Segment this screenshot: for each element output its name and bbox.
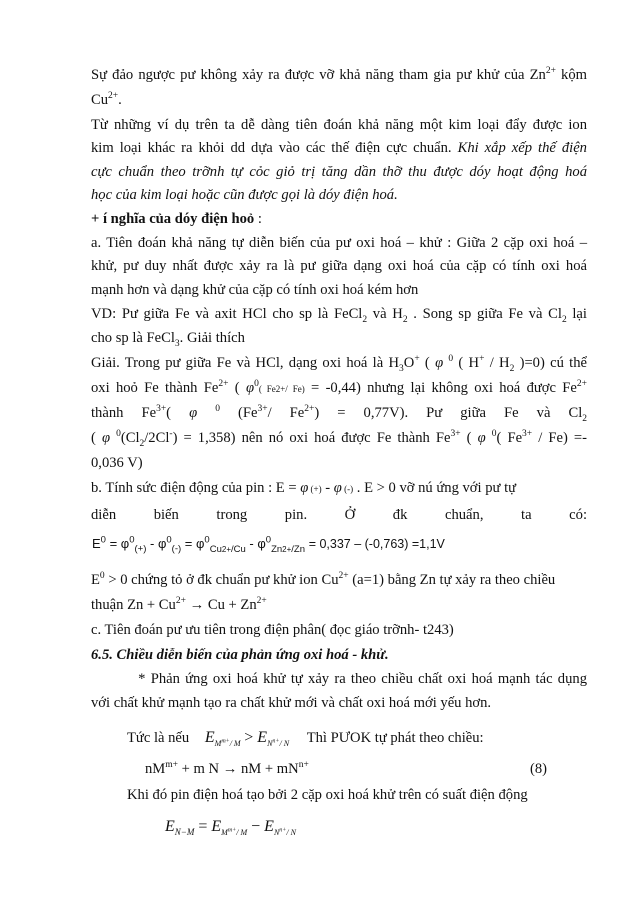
- text-line: Từ những ví dụ trên ta dễ dàng tiên đoán khả năng một kim loại đẩy được ion: [91, 117, 587, 133]
- text-line: Sự đảo ngược pư không xảy ra được vỡ khả năng tham gia pư khử của $Zn^{2+}$ kộm: [91, 66, 587, 83]
- text-line: kim loại khác ra khỏi dd dựa vào các thế điện cực chuẩn. Khi xắp xếp thế điện: [91, 140, 587, 156]
- text-line: khử, pư duy nhất được xảy ra là pư giữa dạng oxi hoá của cặp có tính oxi hoá: [91, 258, 587, 274]
- text-line: thuận $Zn + Cu^{2+} \to Cu + Zn^{2+}$: [91, 596, 267, 613]
- text-line: thành $Fe^{3+}$( φ $^0$ ($Fe^{3+}/$ $Fe^{2+}) = 0,77V$). Pư giữa Fe và $Cl_2$: [91, 404, 588, 424]
- emf-equation: $E_{N-M} = E_{M^{m+}/ M} - E_{N^{n+}/ N}$: [165, 818, 296, 838]
- text-line: Giải. Trong pư giữa Fe và HCl, dạng oxi hoá là $H_3O^+$ ( φ $^0$ ( $H^+ / H_2$ )=0) cú thể: [91, 354, 587, 374]
- text-line: oxi hoỏ Fe thành $Fe^{2+}$ ( $\varphi^0$( Fe2+/ Fe) = -0,44) nhưng lại không oxi hoá được $Fe^{2+}$: [91, 379, 587, 396]
- text-line: $Cu^{2+}$.: [91, 91, 122, 108]
- reaction-line: $nM^{m+} + m$ N → nM + $mN^{n+}$: [145, 760, 309, 777]
- text-line: mạnh hơn và dạng khử của cặp có tính oxi hoá kém hơn: [91, 282, 419, 298]
- text-line: c. Tiên đoán pư ưu tiên trong điện phân( đọc giáo trỡnh- t243): [91, 622, 454, 638]
- text-line: cho sp là FeCl$_3$. Giải thích: [91, 330, 245, 349]
- text-line: ( φ $^0(Cl_2/2Cl^-) = 1,358$) nên nó oxi hoá được Fe thành $Fe^{3+}$ ( φ $^0$( $Fe^{3+} / Fe$) =-: [91, 429, 587, 449]
- text-line: 0,036 V): [91, 455, 143, 471]
- text-line: với chất khử mạnh tạo ra chất khử mới và chất oxi hoá mới yếu hơn.: [91, 695, 492, 711]
- text-line: a. Tiên đoán khả năng tự diễn biến của pư oxi hoá – khử : Giữa 2 cặp oxi hoá –: [91, 235, 587, 251]
- equation-number: (8): [530, 761, 548, 777]
- text-line: Khi đó pin điện hoá tạo bởi 2 cặp oxi hoá khử trên có suất điện động: [127, 787, 528, 803]
- text-line: cực chuẩn theo trỡnh tự cỏc giỏ trị tăng dần thỡ thu được dóy hoạt động hoá: [91, 164, 587, 180]
- section-heading: + í nghĩa của dóy điện hoỏ :: [91, 211, 262, 227]
- text-line: $E^0 > 0$ chứng tỏ ở đk chuẩn pư khử ion $Cu^{2+}$ (a=1) bằng Zn tự xảy ra theo chiều: [91, 571, 556, 588]
- emf-formula: $E^0 = \varphi^0_{(+)} - \varphi^0_{(-)} = \varphi^0_{Cu2+/Cu} - \varphi^0_{Zn2+/Zn} = 0,337 - (-0,763) =1,1V$: [92, 534, 445, 555]
- text-line: học của kim loại hoặc cũn được gọi là dóy điện hoá.: [91, 187, 398, 203]
- text-line: diễn biến trong pin. Ở đk chuẩn, ta có:: [91, 507, 587, 523]
- condition-line: Tức là nếu $E_{M^{m+}/ M} > E_{N^{n+}/ N}$ Thì PƯOK tự phát theo chiều:: [127, 729, 484, 748]
- text-line: * Phản ứng oxi hoá khử tự xảy ra theo chiều chất oxi hoá mạnh tác dụng: [138, 671, 587, 687]
- text-line: b. Tính sức điện động của pin : E = φ (+) - φ (-) . E > 0 vỡ nú ứng với pư tự: [91, 480, 517, 496]
- text-line: VD: Pư giữa Fe và axit HCl cho sp là FeCl$_2$ và $H_2$ . Song sp giữa Fe và $Cl_2$ lại: [91, 306, 587, 325]
- section-heading: 6.5. Chiều diễn biến của phản ứng oxi hoá - khử.: [91, 647, 389, 663]
